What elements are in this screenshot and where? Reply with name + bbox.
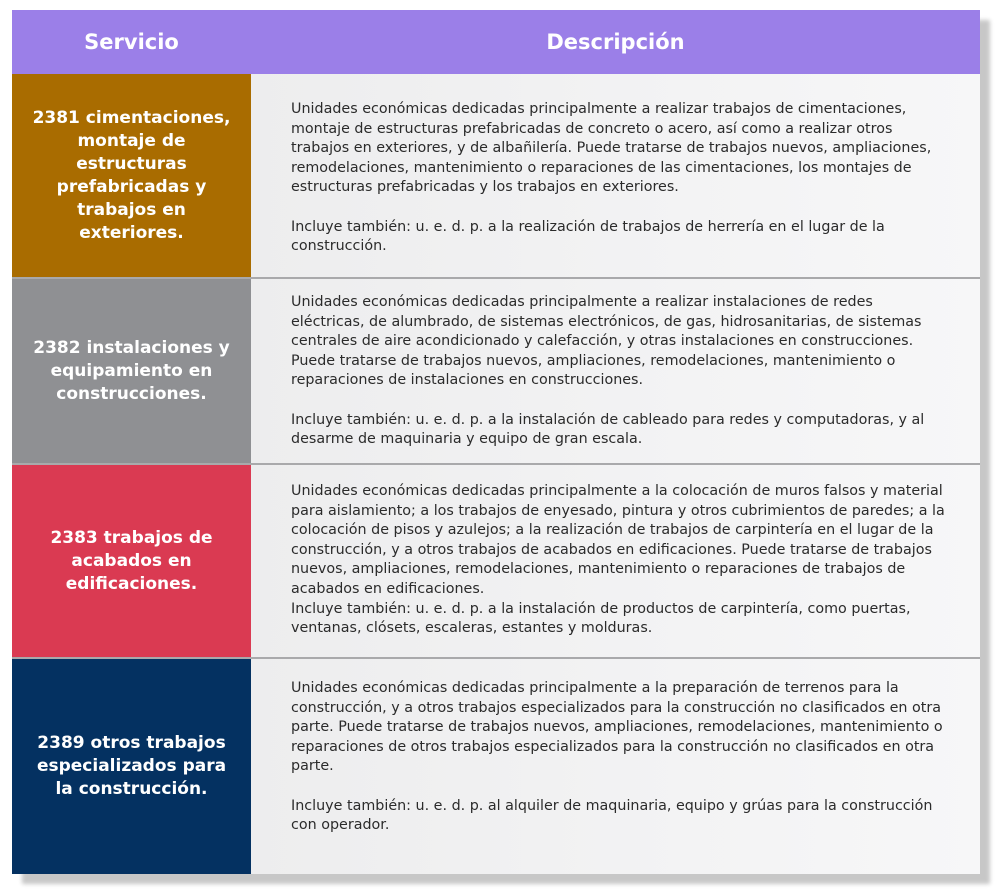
- description-text: Unidades económicas dedicadas principalmente a la colocación de muros falsos y material para aislamiento; a los trabajos de enyesado, pintura y otros cubrimientos de paredes; a la colocación de pisos y azulejos; a la realización de trabajos de carpintería en el lugar de la construcción, y a otros trabajos de acabados en edificaciones. Puede tratarse de trabajos nuevos, ampliaciones, remodelaciones, mantenimiento o reparaciones de trabajos de acabados en edificaciones.: [291, 483, 945, 597]
- header-service: Servicio: [84, 30, 179, 54]
- service-cell: 2382 instalaciones y equipamiento en construcciones.: [12, 279, 251, 463]
- includes-text: Incluye también: u. e. d. p. a la instalación de productos de carpintería, como puertas, ventanas, clósets, escaleras, estantes y molduras.: [291, 600, 911, 637]
- table-row: [12, 659, 980, 874]
- includes-text: Incluye también: u. e. d. p. al alquiler de maquinaria, equipo y grúas para la construcción con operador.: [291, 797, 933, 834]
- description-text: Unidades económicas dedicadas principalmente a realizar trabajos de cimentaciones, montaje de estructuras prefabricadas de concreto o acero, así como a realizar otros trabajos en exteriores, y de albañilería. Puede tratarse de trabajos nuevos, ampliaciones, remodelaciones, mantenimiento o reparaciones de las cimentaciones, los montajes de estructuras prefabricadas y los trabajos en exteriores.: [291, 101, 932, 196]
- service-cell: 2381 cimentaciones, montaje de estructuras prefabricadas y trabajos en exteriores.: [12, 74, 251, 277]
- service-cell: 2389 otros trabajos especializados para la construcción.: [12, 659, 251, 874]
- description-text: Unidades económicas dedicadas principalmente a realizar instalaciones de redes eléctricas, de alumbrado, de sistemas electrónicos, de gas, hidrosanitarias, de sistemas centrales de aire acondicionado y calefacción, y otras instalaciones en construcciones. Puede tratarse de trabajos nuevos, ampliaciones, remodelaciones, mantenimiento o reparaciones de instalaciones en construcciones.: [291, 294, 922, 389]
- table-row: [12, 465, 980, 659]
- description-cell: [251, 659, 980, 874]
- service-cell: 2383 trabajos de acabados en edificaciones.: [12, 465, 251, 657]
- description-cell: [251, 279, 980, 463]
- table-row: [12, 74, 980, 279]
- table-row: [12, 279, 980, 465]
- includes-text: Incluye también: u. e. d. p. a la realización de trabajos de herrería en el lugar de la construcción.: [291, 218, 885, 255]
- header-description: Descripción: [546, 30, 685, 54]
- description-cell: [251, 465, 980, 657]
- description-text: Unidades económicas dedicadas principalmente a la preparación de terrenos para la construcción, y a otros trabajos especializados para la construcción no clasificados en otra parte. Puede tratarse de trabajos nuevos, ampliaciones, remodelaciones, mantenimiento o reparaciones de otros trabajos especializados para la construcción no clasificados en otra parte.: [291, 680, 943, 775]
- table-header: [12, 10, 980, 74]
- description-cell: [251, 74, 980, 277]
- services-table: [12, 10, 980, 874]
- includes-text: Incluye también: u. e. d. p. a la instalación de cableado para redes y computadoras, y al desarme de maquinaria y equipo de gran escala.: [291, 411, 925, 448]
